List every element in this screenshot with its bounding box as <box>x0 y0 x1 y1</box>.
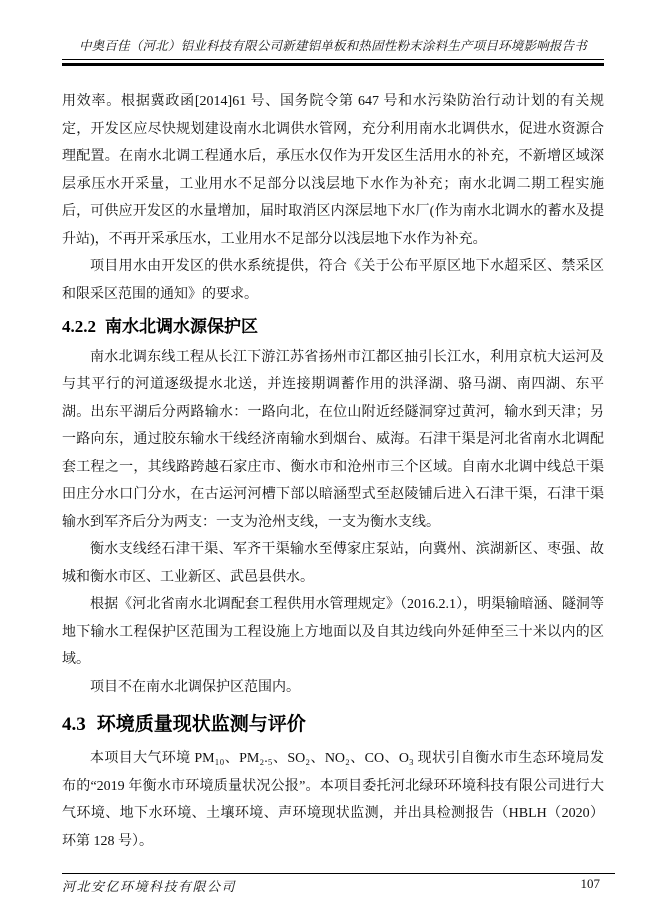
heading-4-3-title: 环境质量现状监测与评价 <box>96 714 306 736</box>
paragraph-east-route: 南水北调东线工程从长江下游江苏省扬州市江都区抽引长江水，利用京杭大运河及与其平行的河道逐级提水北送，并连接期调蓄作用的洪泽湖、骆马湖、南四湖、东平湖。出东平湖后分两路输水：一路向北，在位山附近经隧洞穿过黄河，输水到天津；另一路向东，通过胶东输水干线经济南输水到烟台、威海。石津干渠是河北省南水北调配套工程之一，其线路跨越石家庄市、衡水市和沧州市三个区域。自南水北调中线总干渠田庄分水口门分水，在古运河河槽下部以暗涵型式至赵陵铺后进入石津干渠，石津干渠输水到军齐后分为两支：一支为沧州支线，一支为衡水支线。 <box>62 349 604 530</box>
footer-row <box>62 876 615 895</box>
heading-4-2-2-number: 4.2.2 <box>62 317 96 336</box>
paragraph-supply-compliance: 项目用水由开发区的供水系统提供，符合《关于公布平原区地下水超采区、禁采区和限采区范围的通知》的要求。 <box>62 259 604 302</box>
page-number: 107 <box>580 876 600 891</box>
paragraph-hengshui-branch: 衡水支线经石津干渠、军齐干渠输水至傅家庄泵站，向冀州、滨湖新区、枣强、故城和衡水市区、工业新区、武邑县供水。 <box>62 542 604 585</box>
footer-company: 河北安亿环境科技有限公司 <box>62 879 237 894</box>
heading-4-3-number: 4.3 <box>62 714 86 736</box>
header-double-rule <box>62 59 604 66</box>
heading-4-2-2 <box>62 316 604 339</box>
paragraph-monitoring: 本项目大气环境 PM₁₀、PM₂.₅、SO₂、NO₂、CO、O₃ 现状引自衡水市生态环境局发布的“2019 年衡水市环境质量状况公报”。本项目委托河北绿环环境科技有限公司进行大气环境、地下水环境、土壤环境、声环境现状监测，并出具检测报告（HBLH（2020）环第 128 号）。 <box>62 751 604 849</box>
page-footer <box>62 873 615 895</box>
paragraph-regulation: 根据《河北省南水北调配套工程供用水管理规定》（2016.2.1），明渠输暗涵、隧洞等地下输水工程保护区范围为工程设施上方地面以及自其边线向外延伸至三十米以内的区域。 <box>62 597 604 668</box>
paragraph-water-policy: 用效率。根据冀政函[2014]61 号、国务院令第 647 号和水污染防治行动计划的有关规定，开发区应尽快规划建设南水北调供水管网，充分利用南水北调供水，促进水资源合理配置。在南水北调工程通水后，承压水仅作为开发区生活用水的补充，不新增区域深层承压水开采量，工业用水不足部分以浅层地下水作为补充；南水北调二期工程实施后，可供应开发区的水量增加，届时取消区内深层地下水厂(作为南水北调水的蓄水及提升站)，不再开采承压水，工业用水不足部分以浅层地下水作为补充。 <box>62 94 604 247</box>
paragraph-not-in-zone: 项目不在南水北调保护区范围内。 <box>90 679 300 695</box>
page-header <box>62 0 604 66</box>
heading-4-2-2-title: 南水北调水源保护区 <box>105 317 258 336</box>
header-title: 中奥百佳（河北）铝业科技有限公司新建铝单板和热固性粉末涂料生产项目环境影响报告书 <box>78 39 587 53</box>
document-body <box>62 88 604 855</box>
heading-4-3 <box>62 712 604 738</box>
footer-rule <box>62 873 615 874</box>
